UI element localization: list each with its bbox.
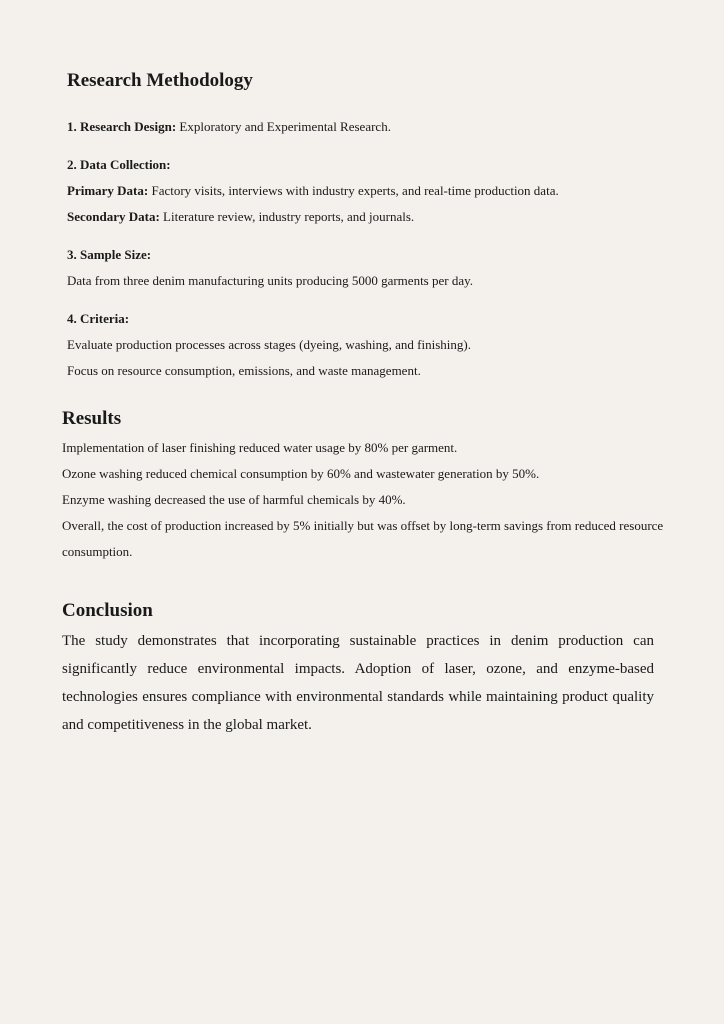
criteria-line: Evaluate production processes across stages (dyeing, washing, and finishing).	[67, 337, 471, 352]
conclusion-title: Conclusion	[62, 600, 153, 621]
conclusion-text: The study demonstrates that incorporating sustainable practices in denim production can significantly reduce environmental impacts. Adoption of laser, ozone, and enzyme-based technologies ensures compliance with environmental standards while maintaining product quality and competitiveness in the global market.	[62, 633, 654, 733]
conclusion-section	[62, 597, 654, 739]
research-design-label: 1. Research Design:	[67, 119, 177, 134]
sample-size-heading: 3. Sample Size:	[67, 247, 152, 262]
results-line: Implementation of laser finishing reduced water usage by 80% per garment.	[62, 440, 458, 455]
primary-data-label: Primary Data:	[67, 183, 149, 198]
primary-data-line	[67, 178, 667, 204]
primary-data-text: Factory visits, interviews with industry experts, and real-time production data.	[148, 183, 559, 198]
results-line: Ozone washing reduced chemical consumption by 60% and wastewater generation by 50%.	[62, 466, 540, 481]
secondary-data-label: Secondary Data:	[67, 209, 160, 224]
data-collection-heading: 2. Data Collection:	[67, 157, 171, 172]
secondary-data-text: Literature review, industry reports, and journals.	[159, 209, 415, 224]
research-design-text: Exploratory and Experimental Research.	[176, 119, 391, 134]
results-title: Results	[62, 408, 122, 429]
methodology-title: Research Methodology	[67, 70, 253, 91]
research-design-line	[67, 114, 667, 140]
methodology-section	[67, 68, 667, 384]
secondary-data-line	[67, 204, 667, 230]
results-line: Enzyme washing decreased the use of harmful chemicals by 40%.	[62, 492, 406, 507]
criteria-heading: 4. Criteria:	[67, 311, 130, 326]
criteria-line: Focus on resource consumption, emissions, and waste management.	[67, 363, 421, 378]
results-line: Overall, the cost of production increased by 5% initially but was offset by long-term savings from reduced resource consumption.	[62, 518, 664, 559]
sample-size-text: Data from three denim manufacturing units producing 5000 garments per day.	[67, 273, 474, 288]
results-section	[62, 405, 672, 565]
